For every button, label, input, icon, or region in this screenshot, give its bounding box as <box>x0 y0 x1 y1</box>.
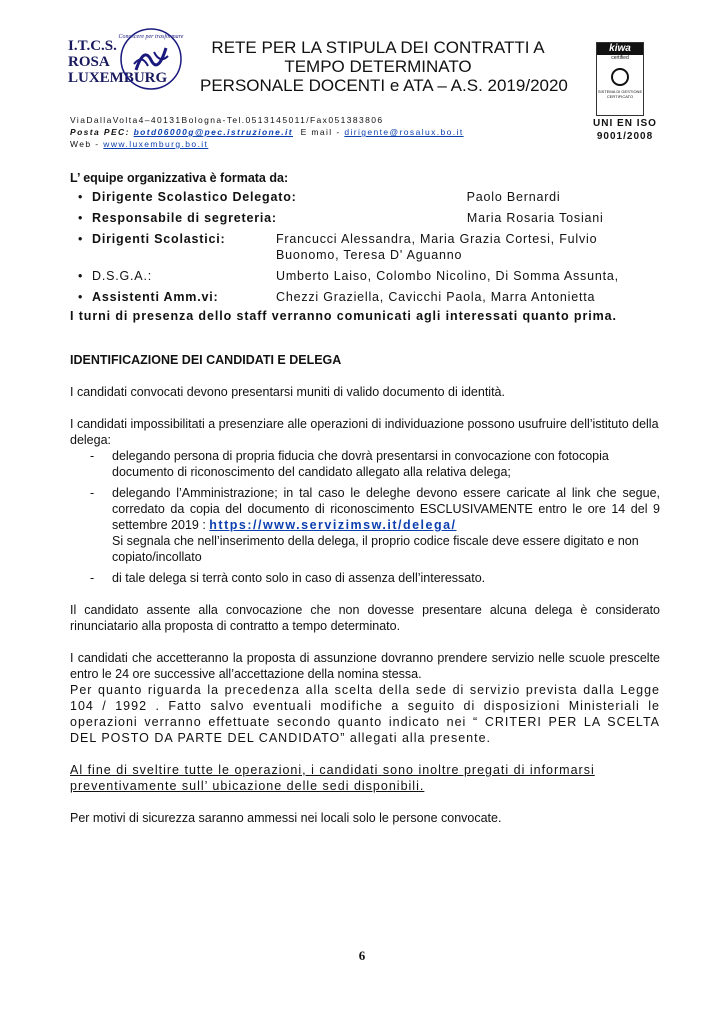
staff-role: Dirigente Scolastico Delegato: <box>92 190 297 204</box>
iso-standard <box>580 117 670 143</box>
staff-names: Umberto Laiso, Colombo Nicolino, Di Somma Assunta, <box>276 269 619 283</box>
staff-names: Paolo Bernardi <box>466 190 561 204</box>
staff-item <box>70 231 660 263</box>
page-number: 6 <box>358 948 366 963</box>
list-item <box>90 485 660 565</box>
turni-notice: I turni di presenza dello staff verranno comunicati agli interessati quanto prima. <box>70 309 617 323</box>
pec-link[interactable]: botd06000g@pec.istruzione.it <box>133 127 294 137</box>
pec-label: Posta PEC: <box>70 127 130 137</box>
delega-option-2-text: delegando l’Amministrazione; in tal caso le deleghe devono essere caricate al link che segue, corredato da copia del documento di riconoscimento ESCLUSIVAMENTE entro le ore 14 del 9 settembre 2019 : <box>112 486 660 532</box>
kiwa-brand: kiwa <box>597 43 643 55</box>
paragraph-assente: Il candidato assente alla convocazione che non dovesse presentare alcuna delega è considerato rinunciatario alla proposta di contratto a tempo determinato. <box>70 603 660 633</box>
web-link[interactable]: www.luxemburg.bo.it <box>103 139 209 149</box>
staff-list <box>70 189 660 305</box>
iso-line-2: 9001/2008 <box>596 131 654 142</box>
list-item <box>90 570 660 586</box>
staff-names: Maria Rosaria Tosiani <box>466 211 604 225</box>
logo-line-3: LUXEMBURG <box>68 70 168 86</box>
delega-link[interactable]: https://www.servizimsw.it/delega/ <box>209 518 457 532</box>
school-seal-icon <box>118 26 184 92</box>
staff-names: Chezzi Graziella, Cavicchi Paola, Marra Antonietta <box>276 290 596 304</box>
staff-item <box>70 189 660 205</box>
equipe-title: L’ equipe organizzativa è formata da: <box>70 171 289 185</box>
iso-line-1: UNI EN ISO <box>593 118 657 129</box>
web-line <box>70 138 464 150</box>
kiwa-sub: certified <box>611 55 629 61</box>
delega-option-1: - delegando persona di propria fiducia che dovrà presentarsi in convocazione con fotocopia documento di riconoscimento del candidato allegato alla relativa delega; <box>112 449 609 479</box>
seal-text: Conoscere per trasformare <box>118 34 184 40</box>
staff-item <box>70 210 660 226</box>
logo-line-2: ROSA <box>68 54 110 70</box>
staff-names: Francucci Alessandra, Maria Grazia Cortesi, Fulvio Buonomo, Teresa D' Aguanno <box>276 232 598 262</box>
delega-option-3: - di tale delega si terrà conto solo in caso di assenza dell’interessato. <box>112 571 486 585</box>
title-line-1: RETE PER LA STIPULA DEI CONTRATTI A <box>211 38 545 57</box>
staff-role: D.S.G.A.: <box>92 269 152 283</box>
paragraph-precedenza: Per quanto riguarda la precedenza alla scelta della sede di servizio prevista dalla Legge 104 / 1992 . Fatto salvo eventuali modifiche a seguito di disposizioni Ministeriali le operazioni verranno effettuate secondo quanto indicato nei “ CRITERI PER LA SCELTA DEL POSTO DA PARTE DEL CANDIDATO” allegati alla presente. <box>70 683 660 745</box>
paragraph-documento: I candidati convocati devono presentarsi muniti di valido documento di identità. <box>70 385 505 399</box>
title-line-3: PERSONALE DOCENTI e ATA – A.S. 2019/2020 <box>200 76 568 95</box>
document-body <box>70 170 660 826</box>
logo-line-1: I.T.C.S. <box>68 38 117 54</box>
school-logo <box>68 24 188 104</box>
paragraph-servizio: I candidati che accetteranno la proposta di assunzione dovranno prendere servizio nelle scuole prescelte entro le 24 ore successive all’accettazione della nomina stessa. <box>70 651 660 681</box>
email-line <box>70 126 464 138</box>
school-contacts <box>70 114 464 150</box>
list-item <box>90 448 660 480</box>
delega-option-2 <box>112 485 660 533</box>
staff-item <box>70 289 660 305</box>
document-title <box>200 38 568 95</box>
staff-role: Assistenti Amm.vi: <box>92 290 219 304</box>
delega-options-list <box>90 448 660 586</box>
certification-seal-icon <box>611 68 629 86</box>
staff-item <box>70 268 660 284</box>
web-label: Web - <box>70 139 100 149</box>
email-label: E mail - <box>300 127 341 137</box>
kiwa-certification-logo <box>596 42 644 116</box>
paragraph-sicurezza: Per motivi di sicurezza saranno ammessi nei locali solo le persone convocate. <box>70 811 502 825</box>
codice-fiscale-note: Si segnala che nell’inserimento della delega, il proprio codice fiscale deve essere digitato e non copiato/incollato <box>112 534 639 564</box>
address-line: ViaDallaVolta4–40131Bologna-Tel.0513145011/Fax051383806 <box>70 115 384 125</box>
staff-role: Dirigenti Scolastici: <box>92 232 226 246</box>
staff-role: Responsabile di segreteria: <box>92 211 277 225</box>
email-link[interactable]: dirigente@rosalux.bo.it <box>344 127 464 137</box>
title-line-2: TEMPO DETERMINATO <box>284 57 472 76</box>
paragraph-sveltire: Al fine di sveltire tutte le operazioni, i candidati sono inoltre pregati di informarsi preventivamente sull’ ubicazione delle sedi disponibili. <box>70 763 595 793</box>
section-heading: IDENTIFICAZIONE DEI CANDIDATI E DELEGA <box>70 353 342 367</box>
paragraph-delega-intro: I candidati impossibilitati a presenziare alle operazioni di individuazione possono usufruire dell’istituto della delega: <box>70 417 659 447</box>
kiwa-foot: SISTEMA DI GESTIONE CERTIFICATO <box>597 89 643 99</box>
